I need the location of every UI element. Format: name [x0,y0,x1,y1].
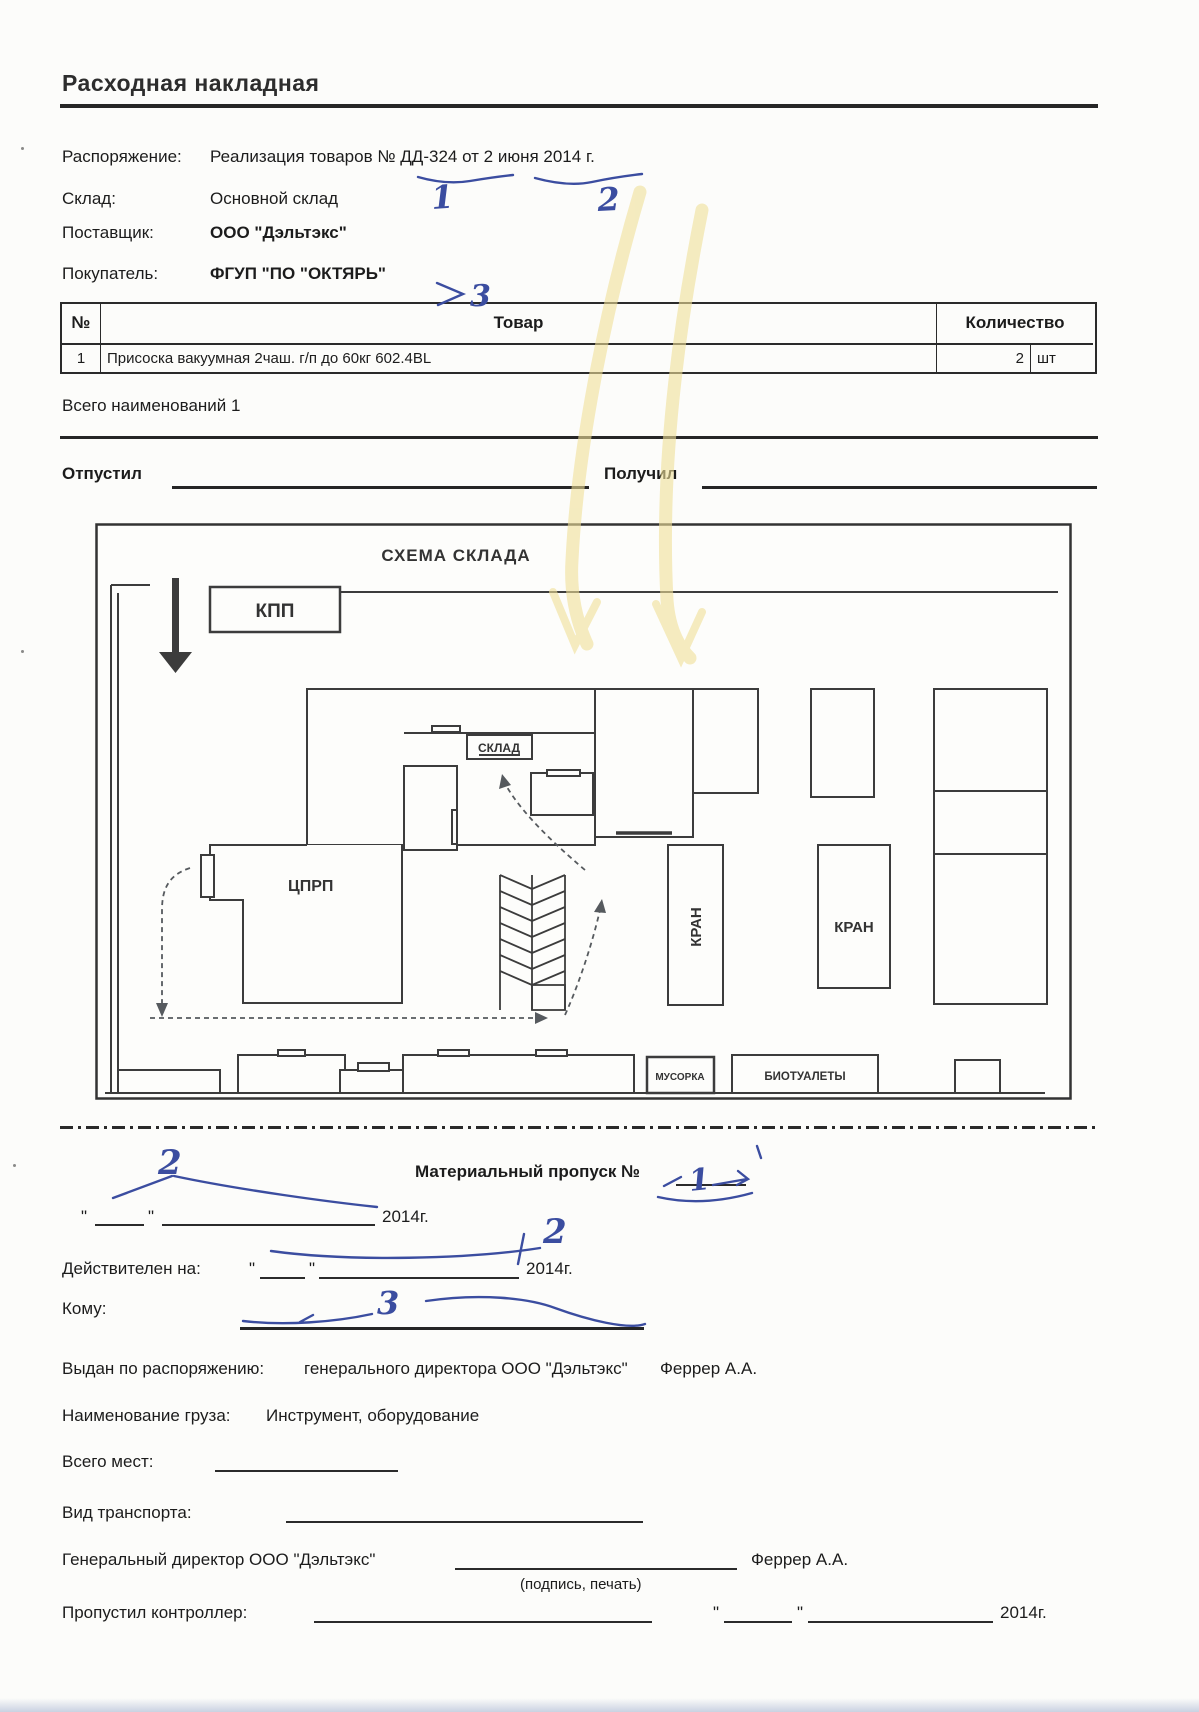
cargo-value: Инструмент, оборудование [266,1406,480,1425]
schema-title: СХЕМА СКЛАДА [381,546,531,565]
section-rule [60,436,1098,439]
kran-vertical-label: КРАН [688,907,705,947]
handwritten-2-order: 2 [596,179,621,219]
scan-edge-band [0,1698,1199,1712]
supplier-label: Поставщик: [62,223,154,242]
buyer-value: ФГУП "ПО "ОКТЯРЬ" [210,264,386,283]
handwritten-3-komu: 3 [377,1284,400,1322]
released-signature-line [172,486,589,489]
supplier-value: ООО "Дэльтэкс" [210,223,347,242]
table-row [62,345,1095,372]
director-sign-line [455,1568,737,1570]
cell-qty: 2 [937,345,1031,372]
handwritten-1-pass: 1 [687,1161,712,1199]
received-signature-line [702,486,1097,489]
warehouse-value: Основной склад [210,189,339,208]
title-rule [60,104,1098,108]
controller-open-quote: " [713,1603,720,1622]
controller-year: 2014г. [1000,1603,1047,1622]
col-header-qty: Количество [937,304,1093,345]
controller-label: Пропустил контроллер: [62,1603,248,1622]
valid-open-quote: " [249,1259,256,1278]
sklad-label: СКЛАД [477,741,521,755]
date-month-line [162,1224,375,1226]
valid-month-line [319,1277,519,1279]
cell-unit: шт [1037,349,1056,367]
handwritten-3-buyer: 3 [470,279,491,314]
komu-line [240,1327,644,1330]
pass-number-line [676,1184,746,1186]
kran-horizontal-label: КРАН [834,919,874,936]
date-year: 2014г. [382,1207,429,1226]
director-name: Феррер А.А. [751,1550,849,1569]
valid-year: 2014г. [526,1259,573,1278]
valid-day-line [260,1277,305,1279]
places-label: Всего мест: [62,1452,154,1471]
sign-note: (подпись, печать) [520,1576,642,1593]
received-label: Получил [604,464,678,483]
date-day-line [95,1224,144,1226]
col-header-num: № [62,304,101,345]
kpp-label: КПП [255,601,295,622]
valid-label: Действителен на: [62,1259,201,1278]
issued-name: Феррер А.А. [660,1359,758,1378]
cell-product: Присоска вакуумная 2чаш. г/п до 60кг 602.4BL [101,345,937,372]
musorka-label: МУСОРКА [655,1072,705,1083]
warehouse-label: Склад: [62,189,116,208]
controller-line [314,1621,652,1623]
date-close-quote: " [148,1207,155,1226]
transport-label: Вид транспорта: [62,1503,192,1522]
cargo-label: Наименование груза: [62,1406,231,1425]
director-label: Генеральный директор ООО "Дэльтэкс" [62,1550,376,1569]
valid-close-quote: " [309,1259,316,1278]
controller-month-line [808,1621,993,1623]
handwritten-2-valid: 2 [543,1212,567,1252]
issued-value: генерального директора ООО "Дэльтэкс" [304,1359,628,1378]
date-open-quote: " [81,1207,88,1226]
transport-line [286,1521,643,1523]
order-value: Реализация товаров № ДД-324 от 2 июня 2014 г. [210,147,595,166]
col-header-product: Товар [101,304,937,345]
biotualety-label: БИОТУАЛЕТЫ [764,1071,846,1083]
tsprp-label: ЦПРП [288,878,334,895]
document-title: Расходная накладная [62,70,320,96]
komu-label: Кому: [62,1299,107,1318]
pass-title: Материальный пропуск № [415,1162,641,1181]
dashdot-separator [60,1126,1100,1129]
scan-speck [13,1164,16,1167]
released-label: Отпустил [62,464,142,483]
cell-num: 1 [62,345,101,372]
total-items: Всего наименований 1 [62,396,241,415]
controller-close-quote: " [797,1603,804,1622]
product-table [60,302,1097,374]
places-line [215,1470,398,1472]
scan-speck [21,147,24,150]
warehouse-schema [95,523,1072,1100]
scan-speck [21,650,24,653]
buyer-label: Покупатель: [62,264,159,283]
issued-label: Выдан по распоряжению: [62,1359,265,1378]
controller-day-line [724,1621,792,1623]
table-header-row [62,304,1095,345]
order-label: Распоряжение: [62,147,182,166]
handwritten-2-date: 2 [158,1143,182,1183]
handwritten-1-order: 1 [429,177,455,217]
